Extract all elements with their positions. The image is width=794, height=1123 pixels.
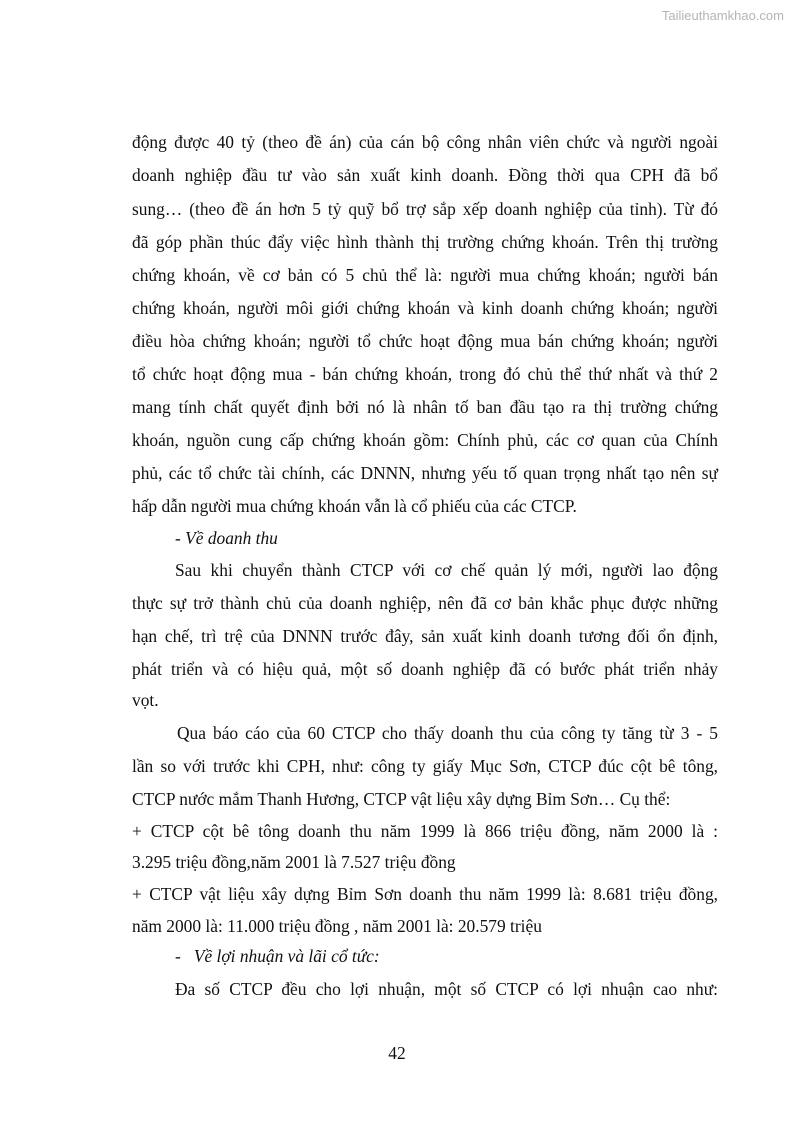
body-line: phát triển và có hiệu quả, một số doanh nghiệp đã có bước phát triển nhảy (132, 659, 718, 679)
list-item-line: + CTCP vật liệu xây dựng Bỉm Sơn doanh thu năm 1999 là: 8.681 triệu đồng, (132, 884, 718, 904)
body-line: CTCP nước mắm Thanh Hương, CTCP vật liệu xây dựng Bỉm Sơn… Cụ thể: (132, 789, 671, 809)
body-line: Sau khi chuyển thành CTCP với cơ chế quản lý mới, người lao động (175, 560, 718, 580)
section-heading-revenue: - Về doanh thu (175, 528, 278, 548)
page-number: 42 (388, 1043, 406, 1063)
list-item-line: năm 2000 là: 11.000 triệu đồng , năm 2001 là: 20.579 triệu (132, 916, 542, 936)
body-line: mang tính chất quyết định bởi nó là nhân tố ban đầu tạo ra thị trường chứng (132, 397, 718, 417)
body-line: sung… (theo đề án hơn 5 tỷ quỹ bổ trợ sắp xếp doanh nghiệp của tỉnh). Từ đó (132, 199, 718, 219)
body-line: hấp dẫn người mua chứng khoán vẫn là cổ phiếu của các CTCP. (132, 496, 577, 516)
watermark: Tailieuthamkhao.com (661, 8, 784, 23)
body-line: khoán, nguồn cung cấp chứng khoán gồm: Chính phủ, các cơ quan của Chính (132, 430, 718, 450)
body-line: Qua báo cáo của 60 CTCP cho thấy doanh thu của công ty tăng từ 3 - 5 (177, 723, 718, 743)
body-line: chứng khoán, người môi giới chứng khoán và kinh doanh chứng khoán; người (132, 298, 718, 318)
body-line: điều hòa chứng khoán; người tổ chức hoạt động mua bán chứng khoán; người (132, 331, 718, 351)
body-line: hạn chế, trì trệ của DNNN trước đây, sản xuất kinh doanh tương đối ổn định, (132, 626, 718, 646)
body-line: đã góp phần thúc đẩy việc hình thành thị trường chứng khoán. Trên thị trường (132, 232, 718, 252)
body-line: động được 40 tỷ (theo đề án) của cán bộ công nhân viên chức và người ngoài (132, 132, 718, 152)
body-line: lần so với trước khi CPH, như: công ty giấy Mục Sơn, CTCP đúc cột bê tông, (132, 756, 718, 776)
section-heading-profit: - Về lợi nhuận và lãi cổ tức: (175, 946, 380, 966)
body-line: tổ chức hoạt động mua - bán chứng khoán, trong đó chủ thể thứ nhất và thứ 2 (132, 364, 718, 384)
list-item-line: 3.295 triệu đồng,năm 2001 là 7.527 triệu đồng (132, 852, 456, 872)
body-line: Đa số CTCP đều cho lợi nhuận, một số CTCP có lợi nhuận cao như: (175, 979, 718, 999)
body-line: doanh nghiệp đầu tư vào sản xuất kinh doanh. Đồng thời qua CPH đã bổ (132, 165, 718, 185)
body-line: thực sự trở thành chủ của doanh nghiệp, nên đã cơ bản khắc phục được những (132, 593, 718, 613)
body-line: vọt. (132, 690, 159, 710)
body-line: chứng khoán, về cơ bản có 5 chủ thể là: người mua chứng khoán; người bán (132, 265, 718, 285)
list-item-line: + CTCP cột bê tông doanh thu năm 1999 là 866 triệu đồng, năm 2000 là : (132, 821, 718, 841)
body-line: phủ, các tổ chức tài chính, các DNNN, nhưng yếu tố quan trọng nhất tạo nên sự (132, 463, 718, 483)
